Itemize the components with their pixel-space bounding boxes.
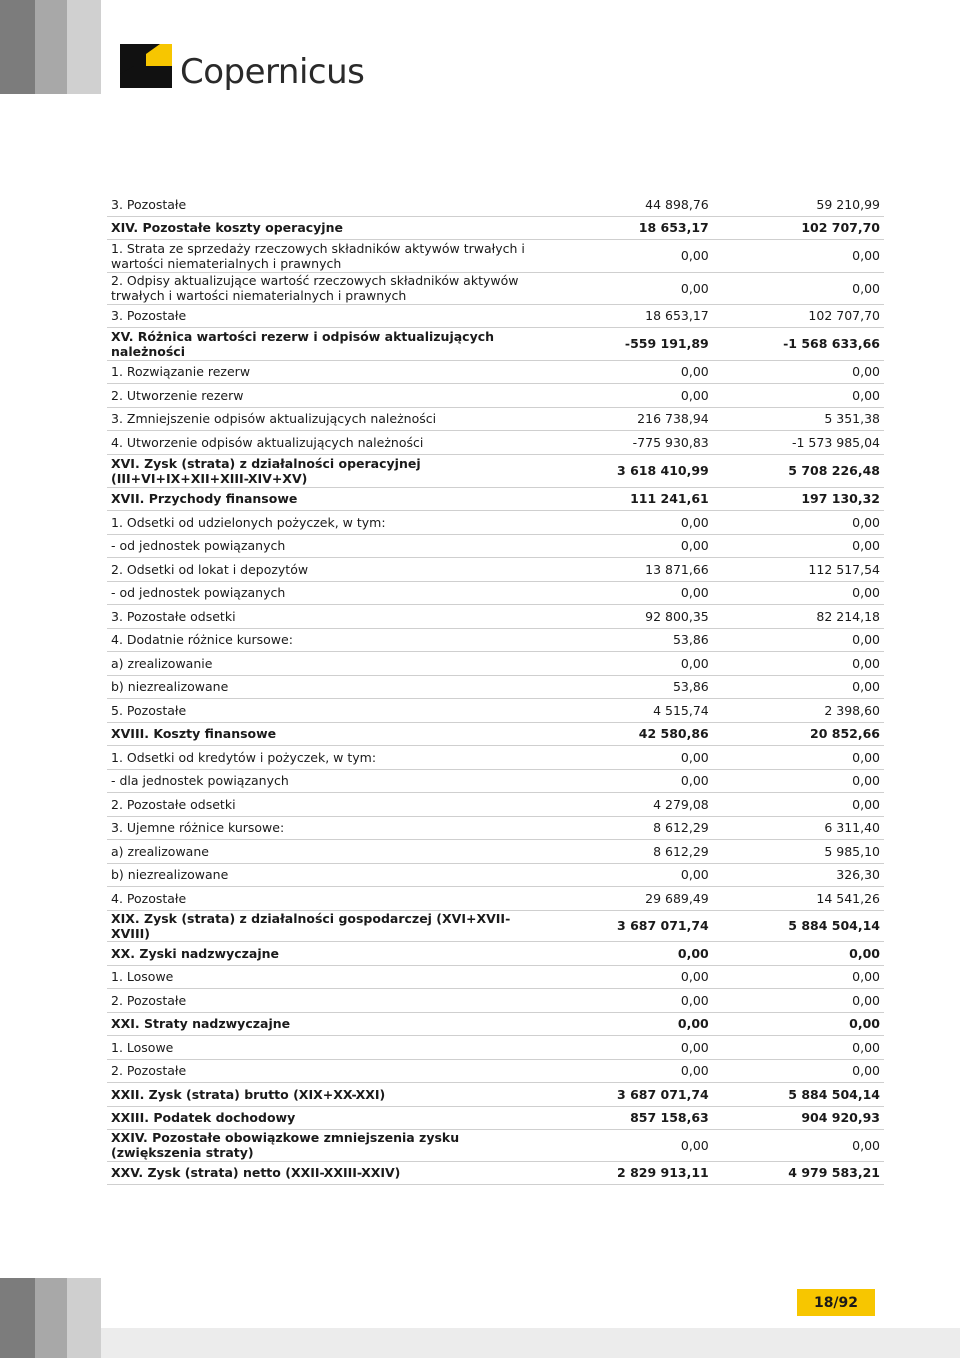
value-previous-year: -1 573 985,04 bbox=[713, 430, 884, 454]
table-row bbox=[107, 510, 884, 534]
value-current-year: 0,00 bbox=[539, 272, 713, 304]
value-current-year: 18 653,17 bbox=[539, 216, 713, 239]
value-current-year: 4 279,08 bbox=[539, 792, 713, 816]
table-row bbox=[107, 816, 884, 839]
value-current-year: 42 580,86 bbox=[539, 722, 713, 745]
value-previous-year: 0,00 bbox=[713, 988, 884, 1012]
row-label: 1. Losowe bbox=[107, 965, 539, 988]
value-previous-year: 59 210,99 bbox=[713, 193, 884, 216]
value-current-year: 3 618 410,99 bbox=[539, 454, 713, 487]
row-label: b) niezrealizowane bbox=[107, 863, 539, 886]
row-label: XIX. Zysk (strata) z działalności gospodarczej (XVI+XVII-XVIII) bbox=[107, 910, 539, 941]
row-label: XVI. Zysk (strata) z działalności operacyjnej (III+VI+IX+XII+XIII-XIV+XV) bbox=[107, 454, 539, 487]
brand-name: Copernicus bbox=[180, 52, 365, 92]
table-row bbox=[107, 407, 884, 430]
table-row bbox=[107, 454, 884, 487]
value-previous-year: 326,30 bbox=[713, 863, 884, 886]
row-label: 2. Odpisy aktualizujące wartość rzeczowych składników aktywów trwałych i wartości niematerialnych i prawnych bbox=[107, 272, 539, 304]
row-label: b) niezrealizowane bbox=[107, 675, 539, 698]
table-row bbox=[107, 745, 884, 769]
value-current-year: 8 612,29 bbox=[539, 839, 713, 863]
copernicus-logo-mark bbox=[120, 44, 172, 88]
table-row bbox=[107, 698, 884, 722]
table-row bbox=[107, 1035, 884, 1059]
row-label: 1. Odsetki od udzielonych pożyczek, w tym: bbox=[107, 510, 539, 534]
row-label: 3. Pozostałe bbox=[107, 304, 539, 327]
value-previous-year: 5 884 504,14 bbox=[713, 910, 884, 941]
row-label: 2. Pozostałe odsetki bbox=[107, 792, 539, 816]
value-current-year: 4 515,74 bbox=[539, 698, 713, 722]
table-row bbox=[107, 604, 884, 628]
value-current-year: 13 871,66 bbox=[539, 557, 713, 581]
value-previous-year: -1 568 633,66 bbox=[713, 327, 884, 360]
table-row bbox=[107, 1082, 884, 1106]
table-row bbox=[107, 239, 884, 272]
value-previous-year: 0,00 bbox=[713, 965, 884, 988]
value-previous-year: 102 707,70 bbox=[713, 304, 884, 327]
table-row bbox=[107, 941, 884, 965]
value-current-year: 857 158,63 bbox=[539, 1106, 713, 1129]
value-previous-year: 5 708 226,48 bbox=[713, 454, 884, 487]
footer-strip bbox=[101, 1328, 960, 1358]
value-current-year: 0,00 bbox=[539, 769, 713, 792]
financial-statement-table bbox=[107, 193, 884, 1185]
value-previous-year: 904 920,93 bbox=[713, 1106, 884, 1129]
row-label: 1. Odsetki od kredytów i pożyczek, w tym: bbox=[107, 745, 539, 769]
table-row bbox=[107, 534, 884, 557]
page-number: 18/92 bbox=[797, 1289, 875, 1316]
value-current-year: 0,00 bbox=[539, 651, 713, 675]
table-row bbox=[107, 383, 884, 407]
row-label: XVIII. Koszty finansowe bbox=[107, 722, 539, 745]
value-previous-year: 0,00 bbox=[713, 792, 884, 816]
row-label: XXI. Straty nadzwyczajne bbox=[107, 1012, 539, 1035]
value-previous-year: 0,00 bbox=[713, 239, 884, 272]
value-previous-year: 0,00 bbox=[713, 383, 884, 407]
value-previous-year: 20 852,66 bbox=[713, 722, 884, 745]
table-row bbox=[107, 193, 884, 216]
table-row bbox=[107, 651, 884, 675]
row-label: XXII. Zysk (strata) brutto (XIX+XX-XXI) bbox=[107, 1082, 539, 1106]
table-row bbox=[107, 1106, 884, 1129]
value-current-year: 0,00 bbox=[539, 965, 713, 988]
value-previous-year: 112 517,54 bbox=[713, 557, 884, 581]
row-label: - dla jednostek powiązanych bbox=[107, 769, 539, 792]
table-row bbox=[107, 487, 884, 510]
table-row bbox=[107, 557, 884, 581]
value-current-year: 0,00 bbox=[539, 581, 713, 604]
table-row bbox=[107, 1129, 884, 1161]
table-row bbox=[107, 216, 884, 239]
row-label: 1. Losowe bbox=[107, 1035, 539, 1059]
value-previous-year: 0,00 bbox=[713, 1012, 884, 1035]
row-label: 2. Odsetki od lokat i depozytów bbox=[107, 557, 539, 581]
value-current-year: 44 898,76 bbox=[539, 193, 713, 216]
value-previous-year: 6 311,40 bbox=[713, 816, 884, 839]
value-current-year: 0,00 bbox=[539, 534, 713, 557]
value-previous-year: 0,00 bbox=[713, 1129, 884, 1161]
row-label: 1. Strata ze sprzedaży rzeczowych składników aktywów trwałych i wartości niematerialnych i prawnych bbox=[107, 239, 539, 272]
table-row bbox=[107, 792, 884, 816]
value-current-year: 29 689,49 bbox=[539, 886, 713, 910]
row-label: 3. Ujemne różnice kursowe: bbox=[107, 816, 539, 839]
table-row bbox=[107, 430, 884, 454]
value-previous-year: 0,00 bbox=[713, 628, 884, 651]
row-label: XIV. Pozostałe koszty operacyjne bbox=[107, 216, 539, 239]
value-previous-year: 5 351,38 bbox=[713, 407, 884, 430]
value-current-year: 3 687 071,74 bbox=[539, 1082, 713, 1106]
value-previous-year: 0,00 bbox=[713, 1035, 884, 1059]
value-current-year: 0,00 bbox=[539, 1129, 713, 1161]
footer-stripe bbox=[35, 1278, 67, 1358]
value-previous-year: 0,00 bbox=[713, 651, 884, 675]
value-current-year: 8 612,29 bbox=[539, 816, 713, 839]
value-previous-year: 4 979 583,21 bbox=[713, 1161, 884, 1184]
value-previous-year: 5 985,10 bbox=[713, 839, 884, 863]
table-row bbox=[107, 886, 884, 910]
value-previous-year: 0,00 bbox=[713, 581, 884, 604]
value-previous-year: 0,00 bbox=[713, 1059, 884, 1082]
row-label: 4. Pozostałe bbox=[107, 886, 539, 910]
row-label: 2. Utworzenie rezerw bbox=[107, 383, 539, 407]
value-current-year: 0,00 bbox=[539, 1059, 713, 1082]
row-label: 3. Zmniejszenie odpisów aktualizujących należności bbox=[107, 407, 539, 430]
value-previous-year: 82 214,18 bbox=[713, 604, 884, 628]
value-current-year: 0,00 bbox=[539, 863, 713, 886]
value-current-year: -559 191,89 bbox=[539, 327, 713, 360]
value-current-year: 18 653,17 bbox=[539, 304, 713, 327]
value-previous-year: 14 541,26 bbox=[713, 886, 884, 910]
row-label: - od jednostek powiązanych bbox=[107, 534, 539, 557]
table-row bbox=[107, 581, 884, 604]
value-previous-year: 0,00 bbox=[713, 272, 884, 304]
value-previous-year: 0,00 bbox=[713, 675, 884, 698]
header-stripe bbox=[35, 0, 67, 94]
row-label: XXIV. Pozostałe obowiązkowe zmniejszenia zysku (zwiększenia straty) bbox=[107, 1129, 539, 1161]
row-label: - od jednostek powiązanych bbox=[107, 581, 539, 604]
table-row bbox=[107, 910, 884, 941]
header-stripe bbox=[0, 0, 35, 94]
table-body bbox=[107, 193, 884, 1184]
value-current-year: 0,00 bbox=[539, 360, 713, 383]
footer-stripe bbox=[0, 1278, 35, 1358]
footer-stripe bbox=[67, 1278, 101, 1358]
value-current-year: 0,00 bbox=[539, 383, 713, 407]
table-row bbox=[107, 722, 884, 745]
value-current-year: 92 800,35 bbox=[539, 604, 713, 628]
row-label: 4. Utworzenie odpisów aktualizujących należności bbox=[107, 430, 539, 454]
value-current-year: 0,00 bbox=[539, 1012, 713, 1035]
value-current-year: 2 829 913,11 bbox=[539, 1161, 713, 1184]
table-row bbox=[107, 628, 884, 651]
value-previous-year: 2 398,60 bbox=[713, 698, 884, 722]
value-previous-year: 0,00 bbox=[713, 360, 884, 383]
table-row bbox=[107, 272, 884, 304]
table-row bbox=[107, 863, 884, 886]
table-row bbox=[107, 1012, 884, 1035]
value-previous-year: 0,00 bbox=[713, 941, 884, 965]
value-previous-year: 197 130,32 bbox=[713, 487, 884, 510]
row-label: XXV. Zysk (strata) netto (XXII-XXIII-XXIV) bbox=[107, 1161, 539, 1184]
value-previous-year: 0,00 bbox=[713, 769, 884, 792]
row-label: 3. Pozostałe odsetki bbox=[107, 604, 539, 628]
value-current-year: 53,86 bbox=[539, 675, 713, 698]
table-row bbox=[107, 769, 884, 792]
value-current-year: -775 930,83 bbox=[539, 430, 713, 454]
table-row bbox=[107, 327, 884, 360]
row-label: 5. Pozostałe bbox=[107, 698, 539, 722]
table-row bbox=[107, 1059, 884, 1082]
row-label: 1. Rozwiązanie rezerw bbox=[107, 360, 539, 383]
value-current-year: 111 241,61 bbox=[539, 487, 713, 510]
table-row bbox=[107, 360, 884, 383]
row-label: 3. Pozostałe bbox=[107, 193, 539, 216]
table-row bbox=[107, 965, 884, 988]
row-label: XV. Różnica wartości rezerw i odpisów aktualizujących należności bbox=[107, 327, 539, 360]
value-current-year: 0,00 bbox=[539, 239, 713, 272]
table-row bbox=[107, 1161, 884, 1184]
value-current-year: 3 687 071,74 bbox=[539, 910, 713, 941]
value-current-year: 0,00 bbox=[539, 988, 713, 1012]
row-label: 2. Pozostałe bbox=[107, 988, 539, 1012]
value-previous-year: 0,00 bbox=[713, 510, 884, 534]
row-label: a) zrealizowane bbox=[107, 839, 539, 863]
value-current-year: 0,00 bbox=[539, 941, 713, 965]
row-label: 2. Pozostałe bbox=[107, 1059, 539, 1082]
value-current-year: 0,00 bbox=[539, 510, 713, 534]
value-previous-year: 0,00 bbox=[713, 745, 884, 769]
table-row bbox=[107, 839, 884, 863]
row-label: XX. Zyski nadzwyczajne bbox=[107, 941, 539, 965]
table-row bbox=[107, 988, 884, 1012]
value-current-year: 216 738,94 bbox=[539, 407, 713, 430]
row-label: XVII. Przychody finansowe bbox=[107, 487, 539, 510]
header-stripe bbox=[67, 0, 101, 94]
row-label: a) zrealizowanie bbox=[107, 651, 539, 675]
value-current-year: 0,00 bbox=[539, 1035, 713, 1059]
row-label: 4. Dodatnie różnice kursowe: bbox=[107, 628, 539, 651]
row-label: XXIII. Podatek dochodowy bbox=[107, 1106, 539, 1129]
value-current-year: 53,86 bbox=[539, 628, 713, 651]
value-previous-year: 102 707,70 bbox=[713, 216, 884, 239]
value-previous-year: 5 884 504,14 bbox=[713, 1082, 884, 1106]
table-row bbox=[107, 304, 884, 327]
value-current-year: 0,00 bbox=[539, 745, 713, 769]
value-previous-year: 0,00 bbox=[713, 534, 884, 557]
table-row bbox=[107, 675, 884, 698]
